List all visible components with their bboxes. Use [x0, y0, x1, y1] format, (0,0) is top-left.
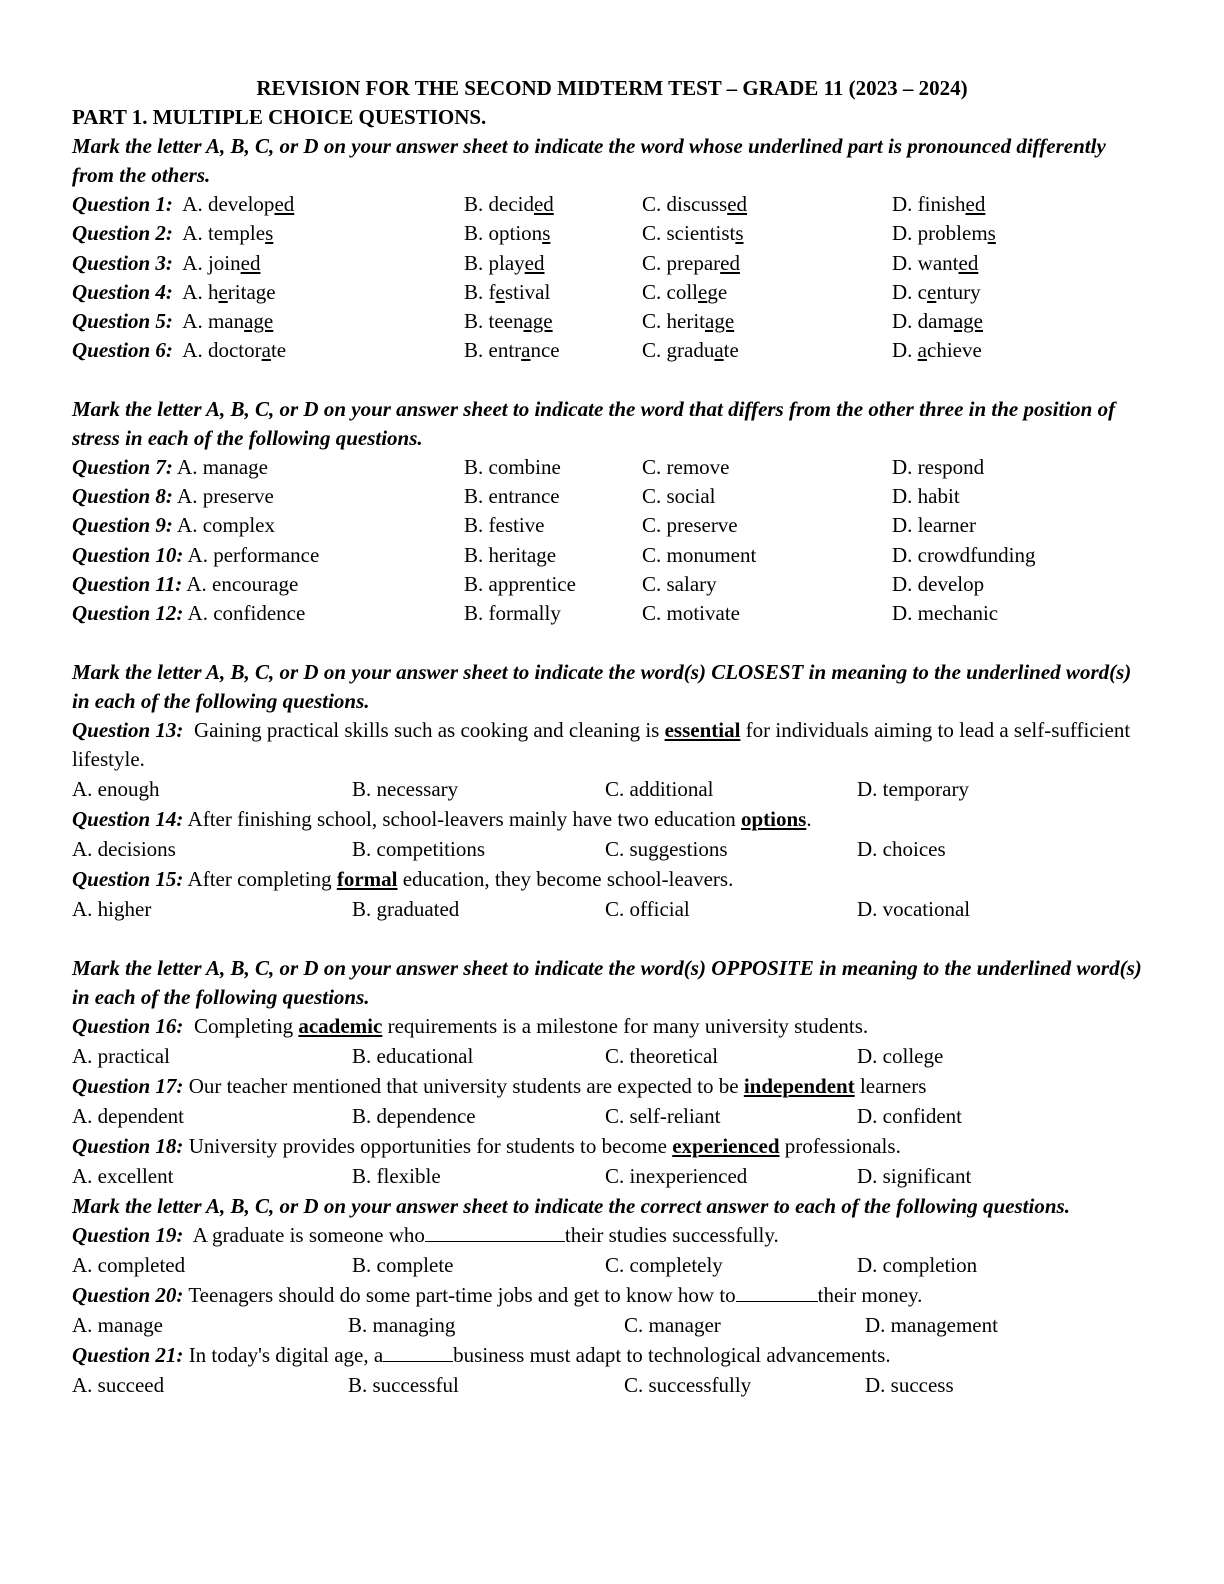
option-c[interactable]: [642, 307, 734, 336]
option-d[interactable]: D. vocational: [857, 896, 971, 921]
option-a[interactable]: [72, 453, 268, 482]
option-c[interactable]: [642, 453, 729, 482]
options-row: [72, 1310, 1152, 1341]
instruction-closest: Mark the letter A, B, C, or D on your answer sheet to indicate the word(s) CLOSEST in meaning to the underlined word(s) in each of the following questions.: [72, 659, 1132, 713]
option-b[interactable]: B. complete: [352, 1252, 454, 1277]
option-text: B. teen: [464, 309, 524, 334]
underlined-sound: a: [521, 338, 531, 363]
option-b[interactable]: [464, 541, 556, 570]
question-number: Question 7:: [72, 454, 173, 479]
question-15: [72, 865, 1152, 894]
option-c[interactable]: [642, 511, 738, 540]
option-text: D. problem: [892, 221, 988, 246]
underlined-sound: age: [244, 309, 274, 334]
underlined-sound: s: [265, 221, 274, 246]
option-text: B. festive: [464, 513, 545, 538]
question-number: Question 12:: [72, 601, 184, 626]
keyword: academic: [298, 1013, 383, 1038]
option-d[interactable]: D. significant: [857, 1163, 972, 1188]
question-row: [72, 570, 1152, 599]
question-row: [72, 219, 1152, 248]
question-18: [72, 1132, 1152, 1161]
option-a[interactable]: A. completed: [72, 1252, 186, 1277]
option-text: chieve: [927, 338, 982, 363]
option-text: D. c: [892, 279, 927, 304]
question-text: In today's digital age, a: [188, 1342, 384, 1367]
question-number: Question 6:: [72, 338, 173, 363]
option-d[interactable]: [892, 307, 983, 336]
option-a[interactable]: A. manage: [72, 1312, 163, 1337]
question-row: [72, 307, 1152, 336]
option-a[interactable]: [72, 570, 298, 599]
question-number: Question 17:: [72, 1073, 184, 1098]
option-a[interactable]: A. decisions: [72, 836, 176, 861]
option-text: D. mechanic: [892, 601, 999, 626]
options-row: [72, 834, 1152, 865]
worksheet: [72, 74, 1152, 1401]
question-20: [72, 1281, 1152, 1310]
question-number: Question 3:: [72, 250, 173, 275]
question-number: Question 10:: [72, 542, 184, 567]
option-d[interactable]: D. temporary: [857, 776, 969, 801]
question-13: [72, 716, 1152, 774]
option-c[interactable]: C. inexperienced: [605, 1163, 748, 1188]
instruction-pronunciation: Mark the letter A, B, C, or D on your answer sheet to indicate the word whose underlined part is pronounced differently from the others.: [72, 134, 1106, 187]
spacer: [72, 629, 1152, 658]
option-b[interactable]: B. flexible: [352, 1163, 441, 1188]
underlined-sound: ed: [720, 250, 740, 275]
option-text: A. complex: [177, 513, 276, 538]
question-row: [72, 482, 1152, 511]
underlined-sound: s: [987, 221, 996, 246]
option-a[interactable]: [72, 599, 305, 628]
option-d[interactable]: [892, 190, 985, 219]
option-a[interactable]: A. excellent: [72, 1163, 174, 1188]
question-row: [72, 599, 1152, 628]
option-text: B. option: [464, 221, 543, 246]
underlined-sound: a: [917, 338, 927, 363]
options-row: [72, 894, 1152, 925]
question-17: [72, 1072, 1152, 1101]
options-row: [72, 1370, 1152, 1401]
option-text: B. heritage: [464, 542, 557, 567]
option-text: B. formally: [464, 601, 561, 626]
option-d[interactable]: [892, 278, 981, 307]
option-text: A. encourage: [186, 571, 299, 596]
question-text: A graduate is someone who: [192, 1222, 425, 1247]
option-text: A. develop: [182, 192, 275, 216]
underlined-sound: e: [218, 279, 228, 304]
spacer: [72, 366, 1152, 395]
option-b[interactable]: [464, 278, 550, 307]
question-number: Question 4:: [72, 279, 173, 304]
option-b[interactable]: B. competitions: [352, 836, 485, 861]
option-b[interactable]: [464, 249, 545, 278]
question-row: [72, 249, 1152, 278]
option-text: A. preserve: [177, 484, 274, 509]
question-number: Question 9:: [72, 513, 173, 538]
option-b[interactable]: [464, 599, 561, 628]
option-b[interactable]: [464, 307, 553, 336]
option-text: D. respond: [892, 454, 985, 479]
option-b[interactable]: B. dependence: [352, 1103, 476, 1128]
option-text: C. scientist: [642, 221, 736, 246]
option-text: stival: [504, 279, 551, 304]
question-number: Question 14:: [72, 806, 184, 831]
option-text: A. man: [182, 309, 245, 334]
underlined-sound: e: [495, 279, 505, 304]
option-a[interactable]: [72, 278, 276, 307]
question-row: [72, 511, 1152, 540]
option-text: C. monument: [642, 542, 757, 567]
underlined-sound: age: [953, 309, 983, 334]
option-text: A. h: [182, 279, 219, 304]
question-number: Question 15:: [72, 866, 184, 891]
question-number: Question 5:: [72, 309, 173, 334]
option-d[interactable]: D. success: [865, 1372, 954, 1397]
question-text: their studies successfully.: [564, 1222, 779, 1247]
question-number: Question 16:: [72, 1013, 184, 1038]
question-text: Completing: [193, 1013, 299, 1038]
option-b[interactable]: B. educational: [352, 1043, 474, 1068]
option-text: C. motivate: [642, 601, 740, 626]
question-text: Gaining practical skills such as cooking and cleaning is: [193, 717, 665, 742]
options-row: [72, 1161, 1152, 1192]
option-b[interactable]: B. successful: [348, 1372, 459, 1397]
option-text: A. performance: [187, 542, 320, 567]
question-number: Question 21:: [72, 1342, 184, 1367]
option-a[interactable]: [72, 541, 319, 570]
option-c[interactable]: [642, 278, 727, 307]
option-c[interactable]: C. successfully: [624, 1372, 752, 1397]
question-number: Question 2:: [72, 221, 173, 246]
option-d[interactable]: [892, 336, 982, 365]
question-text: business must adapt to technological advancements.: [453, 1342, 891, 1367]
underlined-sound: age: [705, 309, 735, 334]
underlined-sound: ed: [240, 250, 261, 275]
option-c[interactable]: C. theoretical: [605, 1043, 719, 1068]
underlined-sound: a: [714, 338, 724, 363]
option-a[interactable]: A. enough: [72, 776, 160, 801]
option-text: C. herit: [642, 309, 705, 334]
options-row: [72, 1041, 1152, 1072]
question-text: education, they become school-leavers.: [397, 866, 734, 891]
option-a[interactable]: A. dependent: [72, 1103, 184, 1128]
option-text: C. prepar: [642, 250, 721, 275]
underlined-sound: a: [261, 338, 271, 363]
option-b[interactable]: [464, 482, 560, 511]
option-c[interactable]: C. official: [605, 896, 690, 921]
question-number: Question 1:: [72, 192, 173, 216]
option-d[interactable]: D. choices: [857, 836, 946, 861]
option-b[interactable]: [464, 190, 554, 219]
option-a[interactable]: [72, 219, 273, 248]
option-text: D. finish: [892, 192, 966, 216]
option-b[interactable]: B. managing: [348, 1312, 456, 1337]
option-text: A. doctor: [182, 338, 262, 363]
option-text: nce: [530, 338, 560, 363]
option-text: D. crowdfunding: [892, 542, 1036, 567]
question-text: learners: [854, 1073, 927, 1098]
question-14: [72, 805, 1152, 834]
option-c[interactable]: [642, 190, 747, 219]
question-number: Question 20:: [72, 1282, 184, 1307]
option-text: C. preserve: [642, 513, 738, 538]
option-b[interactable]: [464, 511, 544, 540]
option-c[interactable]: C. self-reliant: [605, 1103, 721, 1128]
option-a[interactable]: A. higher: [72, 896, 152, 921]
option-text: D. develop: [892, 571, 985, 596]
option-c[interactable]: [642, 599, 740, 628]
option-c[interactable]: C. suggestions: [605, 836, 728, 861]
option-b[interactable]: B. graduated: [352, 896, 460, 921]
option-c[interactable]: [642, 249, 740, 278]
underlined-sound: ed: [524, 250, 545, 275]
underlined-sound: e: [927, 279, 937, 304]
option-c[interactable]: [642, 482, 716, 511]
option-text: ge: [707, 279, 728, 304]
option-text: D. want: [892, 250, 959, 275]
option-c[interactable]: [642, 336, 739, 365]
underlined-sound: s: [542, 221, 551, 246]
option-text: ntury: [936, 279, 981, 304]
option-d[interactable]: [892, 219, 996, 248]
question-number: Question 19:: [72, 1222, 184, 1247]
option-b[interactable]: B. necessary: [352, 776, 459, 801]
answer-blank[interactable]: [425, 1223, 565, 1242]
option-text: D. learner: [892, 513, 976, 538]
option-text: C. social: [642, 484, 716, 509]
option-d[interactable]: [892, 482, 960, 511]
option-a[interactable]: [72, 482, 274, 511]
option-d[interactable]: [892, 599, 998, 628]
option-text: B. entr: [464, 338, 522, 363]
underlined-sound: ed: [274, 192, 295, 216]
option-d[interactable]: [892, 453, 984, 482]
option-text: te: [270, 338, 287, 363]
option-text: B. f: [464, 279, 496, 304]
keyword: formal: [336, 866, 398, 891]
option-text: D.: [892, 338, 918, 363]
option-d[interactable]: D. confident: [857, 1103, 962, 1128]
question-text: .: [806, 806, 812, 831]
option-a[interactable]: A. succeed: [72, 1372, 165, 1397]
instruction-correct-answer: Mark the letter A, B, C, or D on your answer sheet to indicate the correct answer to each of the following questions.: [72, 1193, 1070, 1218]
option-c[interactable]: C. completely: [605, 1252, 723, 1277]
option-c[interactable]: [642, 570, 717, 599]
keyword: options: [740, 806, 807, 831]
question-row: [72, 190, 1152, 219]
answer-blank[interactable]: [736, 1283, 818, 1302]
option-b[interactable]: [464, 336, 560, 365]
option-text: B. apprentice: [464, 571, 576, 596]
option-d[interactable]: [892, 541, 1035, 570]
question-text: University provides opportunities for students to become: [188, 1133, 673, 1158]
question-row: [72, 278, 1152, 307]
options-row: [72, 774, 1152, 805]
question-text: requirements is a milestone for many university students.: [382, 1013, 869, 1038]
question-number: Question 11:: [72, 571, 183, 596]
option-d[interactable]: [892, 249, 978, 278]
option-a[interactable]: A. practical: [72, 1043, 170, 1068]
question-number: Question 18:: [72, 1133, 184, 1158]
option-text: C. coll: [642, 279, 698, 304]
option-text: C. discuss: [642, 192, 728, 216]
option-c[interactable]: C. manager: [624, 1312, 721, 1337]
option-text: B. entrance: [464, 484, 560, 509]
question-text: professionals.: [779, 1133, 901, 1158]
instruction-stress: Mark the letter A, B, C, or D on your answer sheet to indicate the word that differs from the other three in the position of stress in each of the following questions.: [72, 396, 1116, 450]
underlined-sound: age: [523, 309, 553, 334]
option-text: D. dam: [892, 309, 954, 334]
question-19: [72, 1221, 1152, 1250]
option-text: A. temple: [182, 221, 266, 246]
option-b[interactable]: [464, 570, 576, 599]
option-d[interactable]: D. completion: [857, 1252, 978, 1277]
answer-blank[interactable]: [383, 1343, 453, 1362]
option-a[interactable]: [72, 336, 286, 365]
keyword: essential: [664, 717, 741, 742]
question-text: for individuals aiming to lead a self-sufficient lifestyle.: [72, 717, 1131, 771]
underlined-sound: ed: [727, 192, 748, 216]
option-b[interactable]: [464, 453, 561, 482]
page-title: REVISION FOR THE SECOND MIDTERM TEST – GRADE 11 (2023 – 2024): [256, 76, 968, 100]
option-text: B. decid: [464, 192, 534, 216]
option-text: A. join: [182, 250, 241, 275]
option-text: C. salary: [642, 571, 717, 596]
underlined-sound: s: [735, 221, 744, 246]
question-text: their money.: [817, 1282, 923, 1307]
question-21: [72, 1341, 1152, 1370]
question-number: Question 8:: [72, 484, 173, 509]
keyword: independent: [743, 1073, 855, 1098]
part-heading: PART 1. MULTIPLE CHOICE QUESTIONS.: [72, 105, 487, 129]
spacer: [72, 925, 1152, 954]
option-c[interactable]: C. additional: [605, 776, 714, 801]
options-row: [72, 1101, 1152, 1132]
option-c[interactable]: [642, 541, 756, 570]
option-text: D. habit: [892, 484, 960, 509]
question-text: After finishing school, school-leavers mainly have two education: [187, 806, 741, 831]
underlined-sound: ed: [958, 250, 979, 275]
question-text: After completing: [187, 866, 337, 891]
question-text: Teenagers should do some part-time jobs and get to know how to: [188, 1282, 736, 1307]
option-text: ritage: [227, 279, 276, 304]
keyword: experienced: [672, 1133, 780, 1158]
instruction-opposite: Mark the letter A, B, C, or D on your answer sheet to indicate the word(s) OPPOSITE in meaning to the underlined word(s) in each of the following questions.: [72, 955, 1142, 1009]
question-text: Our teacher mentioned that university students are expected to be: [188, 1073, 744, 1098]
option-text: C. remove: [642, 454, 730, 479]
stress-questions: [72, 453, 1152, 629]
question-16: [72, 1012, 1152, 1041]
option-text: C. gradu: [642, 338, 715, 363]
option-text: A. confidence: [187, 601, 306, 626]
option-b[interactable]: [464, 219, 550, 248]
option-d[interactable]: D. college: [857, 1043, 944, 1068]
option-a[interactable]: [72, 190, 294, 219]
option-a[interactable]: [72, 307, 273, 336]
options-row: [72, 1250, 1152, 1281]
underlined-sound: ed: [965, 192, 986, 216]
question-number: Question 13:: [72, 717, 184, 742]
option-text: A. manage: [177, 454, 268, 479]
option-a[interactable]: [72, 511, 275, 540]
underlined-sound: e: [698, 279, 708, 304]
option-text: te: [723, 338, 739, 363]
option-d[interactable]: D. management: [865, 1312, 998, 1337]
option-d[interactable]: [892, 570, 984, 599]
underlined-sound: ed: [533, 192, 554, 216]
option-a[interactable]: [72, 249, 260, 278]
option-text: B. play: [464, 250, 525, 275]
question-row: [72, 453, 1152, 482]
pronunciation-questions: [72, 190, 1152, 366]
question-row: [72, 336, 1152, 365]
option-text: B. combine: [464, 454, 561, 479]
option-d[interactable]: [892, 511, 976, 540]
option-c[interactable]: [642, 219, 744, 248]
question-row: [72, 541, 1152, 570]
